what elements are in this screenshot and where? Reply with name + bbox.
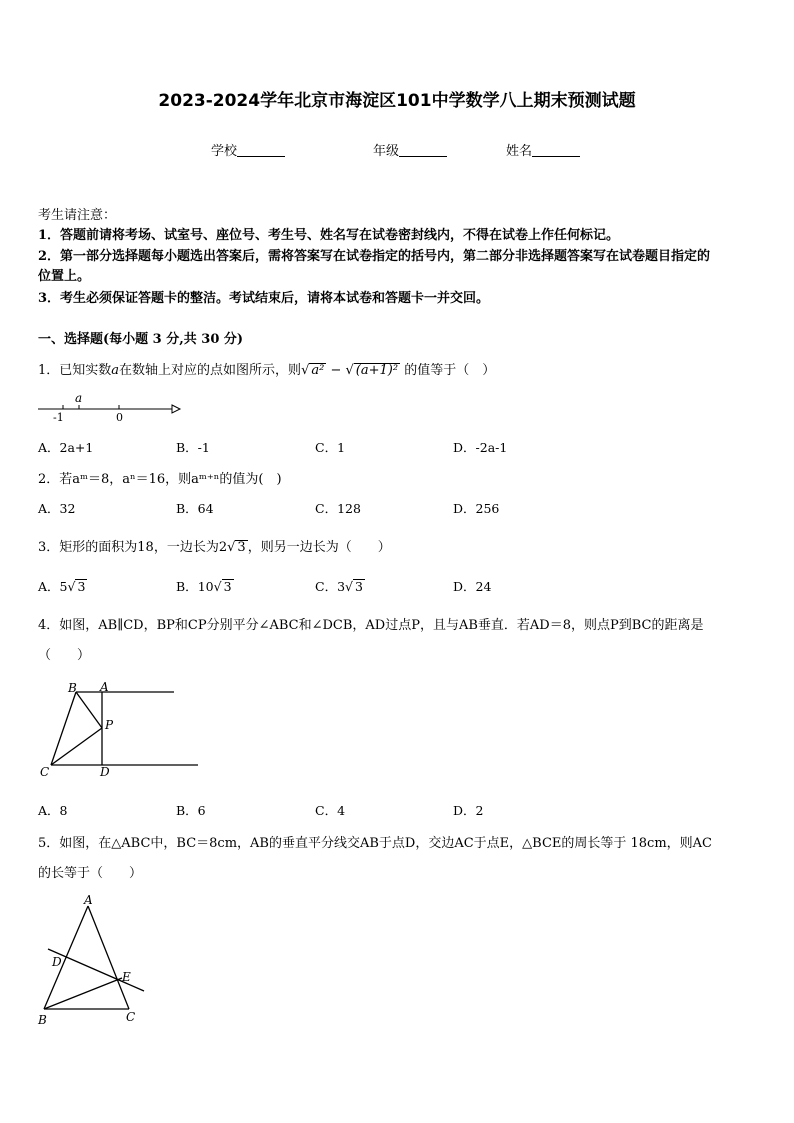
school-label: 学校 — [211, 144, 238, 159]
point-e-label: E — [122, 970, 131, 984]
question-2-stem: 2．若aᵐ＝8，aⁿ＝16，则aᵐ⁺ⁿ的值为( ) — [38, 472, 282, 487]
point-p-label: P — [105, 718, 114, 732]
notice-item: 3．考生必须保证答题卡的整洁。考试结束后，请将本试卷和答题卡一并交回。 — [38, 291, 490, 306]
page-title: 2023-2024学年北京市海淀区101中学数学八上期末预测试题 — [158, 91, 636, 111]
option-letter: D．24 — [453, 579, 492, 594]
point-d-label: D — [100, 765, 110, 779]
notice-heading: 考生请注意： — [38, 208, 117, 223]
point-b-label: B — [68, 681, 77, 695]
q3-rad: 3 — [237, 540, 246, 555]
q2-option-d[interactable]: D．256 — [453, 501, 500, 516]
q1-minus: − — [330, 363, 342, 378]
question-5-stem-line2: 的长等于（ ） — [38, 866, 143, 881]
point-a-label: A — [100, 680, 109, 694]
grade-blank — [399, 144, 447, 157]
q1-option-b[interactable]: B．-1 — [176, 440, 210, 455]
q2-option-a[interactable]: A．32 — [38, 501, 76, 516]
q1-sqrt1: a² — [311, 363, 325, 378]
q1-option-d[interactable]: D．-2a-1 — [453, 440, 508, 455]
q1-option-c[interactable]: C．1 — [315, 440, 346, 455]
name-field — [506, 140, 580, 159]
q4-option-a[interactable]: A．8 — [38, 803, 68, 818]
option-coef: 5 — [59, 579, 68, 594]
q1-text: 的值等于（ ） — [404, 363, 496, 378]
tick-zero-label: 0 — [116, 411, 123, 424]
name-label: 姓名 — [506, 144, 533, 159]
notice-item: 1．答题前请将考场、试室号、座位号、考生号、姓名写在试卷密封线内，不得在试卷上作任何标记。 — [38, 228, 620, 243]
option-letter: C． — [315, 579, 338, 594]
point-a-label: a — [75, 391, 83, 405]
q5-figure — [38, 893, 153, 1028]
q3-option-a[interactable]: A．5√ 3 — [38, 579, 86, 594]
option-coef: 3 — [337, 579, 346, 594]
q3-text: ，则另一边长为（ ） — [247, 540, 391, 555]
q1-text: 1．已知实数 — [38, 363, 112, 378]
q2-option-b[interactable]: B．64 — [176, 501, 214, 516]
grade-label: 年级 — [373, 144, 400, 159]
grade-field — [373, 140, 447, 159]
option-rad: 3 — [77, 579, 86, 594]
q2-option-c[interactable]: C．128 — [315, 501, 361, 516]
option-rad: 3 — [355, 579, 363, 594]
notice-item: 位置上。 — [38, 269, 91, 284]
option-letter: A． — [38, 579, 60, 594]
number-line-figure — [38, 390, 183, 422]
q4-option-d[interactable]: D．2 — [453, 803, 484, 818]
question-5-stem-line1: 5．如图，在△ABC中，BC＝8cm，AB的垂直平分线交AB于点D，交边AC于点E，△BCE的周长等于 18cm，则AC — [38, 836, 712, 851]
question-4-stem-line1: 4．如图，AB∥CD，BP和CP分别平分∠ABC和∠DCB，AD过点P，且与AB垂直．若AD＝8，则点P到BC的距离是 — [38, 618, 704, 633]
q1-sqrt2: (a+1)² — [355, 363, 399, 378]
point-a-label: A — [84, 893, 93, 907]
tick-neg1-label: -1 — [53, 411, 64, 424]
q1-option-a[interactable]: A．2a+1 — [38, 440, 94, 455]
q3-option-c[interactable]: C．3√ 3 — [315, 579, 363, 594]
q3-option-b[interactable]: B．10√ 3 — [176, 579, 232, 594]
section-heading: 一、选择题(每小题 3 分,共 30 分) — [38, 332, 244, 347]
option-rad: 3 — [223, 579, 232, 594]
q4-figure — [38, 678, 203, 780]
notice-item: 2．第一部分选择题每小题选出答案后，需将答案写在试卷指定的括号内，第二部分非选择题答案写在试卷题目指定的 — [38, 249, 711, 264]
q1-var: a — [111, 363, 120, 378]
question-1-stem: 1．已知实数a在数轴上对应的点如图所示，则√ a² − √ (a+1)² 的值等于（ ） — [38, 363, 496, 378]
point-b-label: B — [38, 1013, 47, 1027]
q3-coef: 2 — [218, 540, 228, 555]
school-field — [211, 140, 285, 159]
q3-option-d[interactable] — [453, 577, 491, 595]
q1-text: 在数轴上对应的点如图所示，则 — [119, 363, 302, 378]
question-3-stem: 3．矩形的面积为18，一边长为2√ 3 ，则另一边长为（ ） — [38, 540, 391, 555]
q4-option-b[interactable]: B．6 — [176, 803, 206, 818]
q3-text: 3．矩形的面积为18，一边长为 — [38, 540, 219, 555]
point-c-label: C — [40, 765, 50, 779]
point-c-label: C — [126, 1010, 136, 1024]
point-d-label: D — [52, 955, 62, 969]
option-coef: 10 — [197, 579, 214, 594]
question-4-stem-line2: （ ） — [38, 648, 91, 663]
school-blank — [237, 144, 285, 157]
name-blank — [532, 144, 580, 157]
q4-option-c[interactable]: C．4 — [315, 803, 346, 818]
option-letter: B． — [176, 579, 198, 594]
